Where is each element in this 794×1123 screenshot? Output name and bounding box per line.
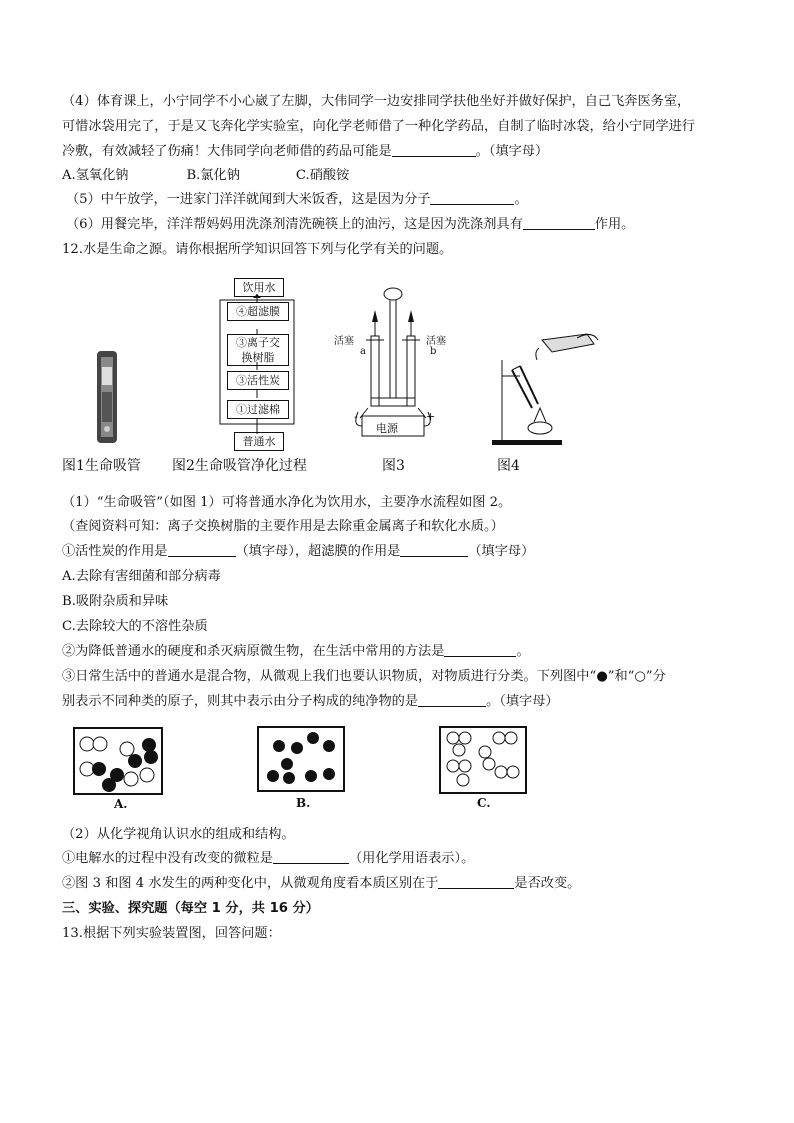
fig3-power-label: 电源 <box>376 422 398 435</box>
fig1-caption: 图1生命吸管 <box>62 458 141 474</box>
q12-d1-suffix: （用化学用语表示）。 <box>349 851 475 866</box>
q12-d2 <box>62 874 580 894</box>
fig2-caption: 图2生命吸管净化过程 <box>172 458 307 474</box>
fig2-ordinary-water: 普通水 <box>234 432 284 451</box>
q12-c2 <box>62 642 530 662</box>
fig2-ultrafiltration: ④超滤膜 <box>227 302 289 321</box>
q12-d1 <box>62 849 474 869</box>
fig2-ion-line2: 换树脂 <box>241 351 275 364</box>
answer-blank[interactable] <box>400 542 468 557</box>
fig3-a-label: a <box>360 346 366 357</box>
q12-opt-a: A.去除有害细菌和部分病毒 <box>62 569 221 584</box>
life-straw-image <box>92 347 122 447</box>
molecule-label-b: B. <box>296 796 311 810</box>
q12-title: 12.水是生命之源。请你根据所学知识回答下列与化学有关的问题。 <box>62 242 453 257</box>
fig3-valve-left-label: 活塞 <box>334 336 354 347</box>
answer-blank[interactable] <box>273 849 349 864</box>
q13-title: 13.根据下列实验装置图，回答问题： <box>62 926 281 941</box>
q12-opt-b: B.吸附杂质和异味 <box>62 594 169 609</box>
q11-p6 <box>66 215 634 235</box>
fig3-minus-label: - <box>354 410 358 423</box>
q12-c1-text: ①活性炭的作用是 <box>62 544 168 559</box>
q11-p6-suffix: 作用。 <box>594 217 635 232</box>
section3-title: 三、实验、探究题（每空 1 分，共 16 分） <box>62 901 319 916</box>
option-b: B.氯化钠 <box>186 168 240 183</box>
q12-c3-line1: ③日常生活中的普通水是混合物，从微观上我们也要认识物质，对物质进行分类。下列图中“●”和“○”分 <box>62 669 666 684</box>
answer-blank[interactable] <box>392 142 476 157</box>
q12-p1-note: （查阅资料可知：离子交换树脂的主要作用是去除重金属离子和软化水质。） <box>62 519 504 534</box>
fig3-valve-right-label: 活塞 <box>426 336 446 347</box>
q11-p4-suffix: 。（填字母） <box>475 144 549 159</box>
q12-c3-line2 <box>62 692 559 712</box>
q11-p4-options <box>62 166 349 186</box>
q11-p5 <box>66 190 528 210</box>
fig3-b-label: b <box>430 346 437 357</box>
q11-p4-line2: 可惜冰袋用完了，于是又飞奔化学实验室，向化学老师借了一种化学药品，自制了临时冰袋，给小宁同学进行 <box>62 119 695 134</box>
fig2-activated-carbon: ③活性炭 <box>227 371 289 390</box>
fig3-plus-label: + <box>426 410 436 423</box>
q11-p4-text: 冷敷，有效减轻了伤痛！大伟同学向老师借的药品可能是 <box>62 144 392 159</box>
q12-c2-text: ②为降低普通水的硬度和杀灭病原微生物，在生活中常用的方法是 <box>62 644 445 659</box>
q11-p4-line3 <box>62 142 548 162</box>
answer-blank[interactable] <box>430 190 514 205</box>
molecule-label-c: C. <box>477 796 491 810</box>
q12-d2-suffix: 是否改变。 <box>514 876 581 891</box>
answer-blank[interactable] <box>418 692 486 707</box>
fig2-drinking-water: 饮用水 <box>234 278 284 297</box>
fig3-caption: 图3 <box>382 458 405 474</box>
answer-blank[interactable] <box>523 215 595 230</box>
q12-c1-suffix: （填字母） <box>468 544 535 559</box>
figures-row <box>62 272 742 482</box>
q12-c3-suffix: 。（填字母） <box>486 694 559 709</box>
q11-p5-text: （5）中午放学，一进家门洋洋就闻到大米饭香，这是因为分子 <box>66 192 431 207</box>
q12-p2: （2）从化学视角认识水的组成和结构。 <box>62 827 295 842</box>
q12-c3-text: 别表示不同种类的原子，则其中表示由分子构成的纯净物的是 <box>62 694 419 709</box>
answer-blank[interactable] <box>168 542 236 557</box>
fig2-filter-cotton: ①过滤棉 <box>227 400 289 419</box>
molecule-diagram-a <box>73 727 163 795</box>
fig2-ion-exchange <box>227 334 289 366</box>
heating-test-tube-image <box>482 330 602 450</box>
q12-d2-text: ②图 3 和图 4 水发生的两种变化中，从微观角度看本质区别在于 <box>62 876 439 891</box>
q11-p6-text: （6）用餐完毕，洋洋帮妈妈用洗涤剂清洗碗筷上的油污，这是因为洗涤剂具有 <box>66 217 523 232</box>
q12-d1-text: ①电解水的过程中没有改变的微粒是 <box>62 851 273 866</box>
answer-blank[interactable] <box>444 642 516 657</box>
option-a: A.氢氧化钠 <box>62 168 129 183</box>
answer-blank[interactable] <box>438 874 514 889</box>
q12-c1-middle: （填字母），超滤膜的作用是 <box>235 544 401 559</box>
q12-c1 <box>62 542 534 562</box>
fig4-caption: 图4 <box>497 458 520 474</box>
option-c: C.硝酸铵 <box>295 168 350 183</box>
q11-p5-suffix: 。 <box>514 192 528 207</box>
q11-p4-line1: （4）体育课上，小宁同学不小心崴了左脚，大伟同学一边安排同学扶他坐好并做好保护，自己飞奔医务室， <box>62 94 691 109</box>
molecule-diagram-c <box>439 726 527 794</box>
q12-opt-c: C.去除较大的不溶性杂质 <box>62 619 208 634</box>
fig2-ion-line1: ③离子交 <box>236 336 280 349</box>
q12-c2-suffix: 。 <box>516 644 530 659</box>
molecule-diagram-b <box>257 726 345 792</box>
molecule-label-a: A. <box>114 797 128 811</box>
q12-p1: （1）“生命吸管”（如图 1）可将普通水净化为饮用水，主要净水流程如图 2。 <box>62 495 512 510</box>
